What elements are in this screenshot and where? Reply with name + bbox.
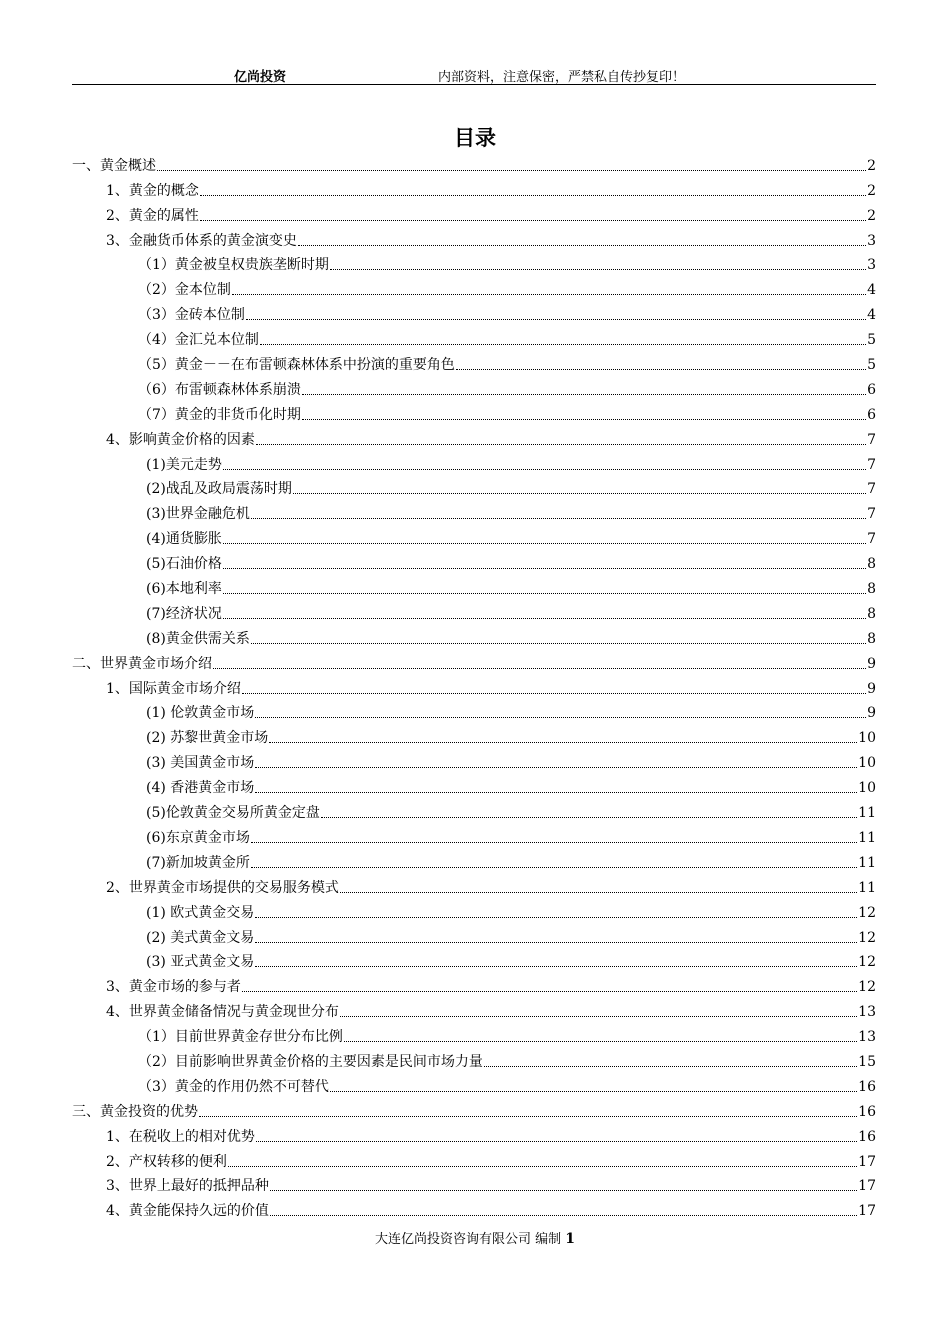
toc-entry-title: (6)本地利率 xyxy=(146,581,222,598)
toc-leader-dots xyxy=(456,368,866,370)
toc-entry-page: 10 xyxy=(858,780,876,797)
toc-entry[interactable] xyxy=(72,299,876,324)
toc-entry-page: 8 xyxy=(867,630,876,647)
toc-entry-page: 7 xyxy=(867,481,876,498)
toc-entry-title: 1、黄金的概念 xyxy=(106,182,199,199)
toc-leader-dots xyxy=(223,617,866,619)
toc-entry[interactable] xyxy=(72,698,876,723)
toc-entry-title: （3）黄金的作用仍然不可替代 xyxy=(138,1078,329,1095)
page-footer xyxy=(0,1228,950,1247)
toc-leader-dots xyxy=(260,343,866,345)
toc-leader-dots xyxy=(246,318,866,320)
table-of-contents xyxy=(72,150,876,1220)
toc-entry[interactable] xyxy=(72,847,876,872)
toc-leader-dots xyxy=(330,1090,857,1092)
toc-leader-dots xyxy=(242,692,866,694)
toc-entry-title: 4、影响黄金价格的因素 xyxy=(106,431,255,448)
toc-entry[interactable] xyxy=(72,225,876,250)
toc-entry-title: （1）黄金被皇权贵族垄断时期 xyxy=(138,257,329,274)
toc-entry[interactable] xyxy=(72,1021,876,1046)
toc-leader-dots xyxy=(344,1040,857,1042)
toc-leader-dots xyxy=(255,716,866,718)
footer-text: 大连亿尚投资咨询有限公司 编制 xyxy=(375,1232,562,1247)
toc-entry-page: 12 xyxy=(858,979,876,996)
toc-leader-dots xyxy=(223,567,866,569)
toc-entry-page: 4 xyxy=(867,282,876,299)
toc-leader-dots xyxy=(255,916,857,918)
toc-entry-page: 9 xyxy=(867,680,876,697)
toc-entry-page: 7 xyxy=(867,506,876,523)
footer-page-number: 1 xyxy=(565,1231,575,1247)
toc-entry[interactable] xyxy=(72,1146,876,1171)
toc-entry-page: 12 xyxy=(858,954,876,971)
header-notice: 内部资料，注意保密，严禁私自传抄复印！ xyxy=(438,70,686,85)
toc-entry-page: 3 xyxy=(867,232,876,249)
toc-entry[interactable] xyxy=(72,324,876,349)
toc-entry-page: 11 xyxy=(858,879,876,896)
toc-entry-page: 11 xyxy=(858,829,876,846)
toc-entry[interactable] xyxy=(72,1046,876,1071)
toc-entry-title: 4、黄金能保持久远的价值 xyxy=(106,1203,269,1220)
toc-leader-dots xyxy=(321,816,857,818)
toc-entry-page: 10 xyxy=(858,730,876,747)
toc-entry-title: 1、在税收上的相对优势 xyxy=(106,1128,255,1145)
toc-entry[interactable] xyxy=(72,996,876,1021)
header-company: 亿尚投资 xyxy=(234,70,287,85)
toc-entry-title: (7)新加坡黄金所 xyxy=(146,854,250,871)
toc-entry-title: (1)美元走势 xyxy=(146,456,222,473)
toc-entry[interactable] xyxy=(72,150,876,175)
toc-entry[interactable] xyxy=(72,922,876,947)
toc-entry-page: 7 xyxy=(867,431,876,448)
toc-leader-dots xyxy=(270,1189,857,1191)
toc-entry-page: 9 xyxy=(867,705,876,722)
toc-leader-dots xyxy=(484,1065,857,1067)
toc-leader-dots xyxy=(340,891,857,893)
toc-entry-title: (1) 伦敦黄金市场 xyxy=(146,705,255,722)
toc-entry-page: 8 xyxy=(867,605,876,622)
toc-entry-title: （4）金汇兑本位制 xyxy=(138,332,259,349)
page-title: 目录 xyxy=(454,126,496,150)
toc-entry-page: 17 xyxy=(858,1203,876,1220)
toc-entry-page: 8 xyxy=(867,556,876,573)
toc-leader-dots xyxy=(293,492,866,494)
toc-entry-title: 3、黄金市场的参与者 xyxy=(106,979,241,996)
toc-entry[interactable] xyxy=(72,1071,876,1096)
toc-entry-title: (2)战乱及政局震荡时期 xyxy=(146,481,292,498)
toc-entry-title: (7)经济状况 xyxy=(146,605,222,622)
toc-entry-page: 12 xyxy=(858,929,876,946)
toc-entry[interactable] xyxy=(72,673,876,698)
toc-entry-page: 2 xyxy=(867,157,876,174)
toc-entry[interactable] xyxy=(72,598,876,623)
toc-entry-title: 一、黄金概述 xyxy=(72,157,156,174)
toc-entry-page: 12 xyxy=(858,904,876,921)
toc-entry-title: (4) 香港黄金市场 xyxy=(146,780,255,797)
toc-entry-page: 7 xyxy=(867,531,876,548)
toc-entry-title: 3、金融货币体系的黄金演变史 xyxy=(106,232,297,249)
toc-entry-page: 10 xyxy=(858,755,876,772)
toc-entry-page: 6 xyxy=(867,406,876,423)
toc-entry-page: 5 xyxy=(867,357,876,374)
toc-entry-page: 16 xyxy=(858,1078,876,1095)
toc-entry-title: (1) 欧式黄金交易 xyxy=(146,904,255,921)
toc-leader-dots xyxy=(270,1214,857,1216)
toc-entry-page: 7 xyxy=(867,456,876,473)
toc-leader-dots xyxy=(255,941,857,943)
toc-entry-title: 3、世界上最好的抵押品种 xyxy=(106,1178,269,1195)
toc-entry-title: （2）金本位制 xyxy=(138,282,231,299)
toc-entry[interactable] xyxy=(72,872,876,897)
toc-entry[interactable] xyxy=(72,374,876,399)
toc-leader-dots xyxy=(330,268,866,270)
toc-entry-page: 17 xyxy=(858,1178,876,1195)
toc-entry[interactable] xyxy=(72,822,876,847)
toc-leader-dots xyxy=(199,1115,857,1117)
toc-entry-page: 4 xyxy=(867,307,876,324)
toc-entry-page: 16 xyxy=(858,1128,876,1145)
toc-leader-dots xyxy=(255,965,857,967)
toc-entry-title: (5)石油价格 xyxy=(146,556,222,573)
toc-entry[interactable] xyxy=(72,1195,876,1220)
toc-leader-dots xyxy=(340,1015,857,1017)
toc-leader-dots xyxy=(302,393,866,395)
toc-entry[interactable] xyxy=(72,772,876,797)
toc-entry[interactable] xyxy=(72,523,876,548)
toc-leader-dots xyxy=(242,990,857,992)
toc-entry-title: （3）金砖本位制 xyxy=(138,307,245,324)
toc-entry[interactable] xyxy=(72,747,876,772)
toc-entry[interactable] xyxy=(72,474,876,499)
toc-entry[interactable] xyxy=(72,971,876,996)
toc-entry[interactable] xyxy=(72,648,876,673)
toc-entry[interactable] xyxy=(72,1121,876,1146)
toc-leader-dots xyxy=(298,244,866,246)
toc-entry-page: 13 xyxy=(858,1004,876,1021)
toc-leader-dots xyxy=(251,866,857,868)
toc-entry-title: (4)通货膨胀 xyxy=(146,531,222,548)
toc-entry[interactable] xyxy=(72,1171,876,1196)
toc-entry[interactable] xyxy=(72,498,876,523)
toc-entry-title: （5）黄金－－在布雷顿森林体系中扮演的重要角色 xyxy=(138,357,455,374)
toc-entry-title: 2、世界黄金市场提供的交易服务模式 xyxy=(106,879,339,896)
toc-entry[interactable] xyxy=(72,897,876,922)
toc-leader-dots xyxy=(255,766,857,768)
toc-entry-page: 2 xyxy=(867,182,876,199)
toc-entry[interactable] xyxy=(72,722,876,747)
toc-entry[interactable] xyxy=(72,797,876,822)
toc-entry-page: 17 xyxy=(858,1153,876,1170)
toc-entry-page: 8 xyxy=(867,581,876,598)
toc-leader-dots xyxy=(223,592,866,594)
toc-entry-page: 11 xyxy=(858,854,876,871)
toc-entry[interactable] xyxy=(72,449,876,474)
toc-entry-page: 11 xyxy=(858,805,876,822)
toc-leader-dots xyxy=(223,542,866,544)
toc-entry-title: (2) 美式黄金文易 xyxy=(146,929,255,946)
toc-entry[interactable] xyxy=(72,424,876,449)
toc-entry-page: 5 xyxy=(867,332,876,349)
toc-entry-title: （6）布雷顿森林体系崩溃 xyxy=(138,381,301,398)
toc-entry-title: 二、世界黄金市场介绍 xyxy=(72,655,212,672)
toc-entry[interactable] xyxy=(72,175,876,200)
toc-entry-title: (3)世界金融危机 xyxy=(146,506,250,523)
toc-leader-dots xyxy=(302,418,866,420)
toc-entry[interactable] xyxy=(72,250,876,275)
toc-entry-page: 15 xyxy=(858,1053,876,1070)
toc-entry[interactable] xyxy=(72,399,876,424)
toc-entry-title: 三、黄金投资的优势 xyxy=(72,1103,198,1120)
toc-entry-title: (5)伦敦黄金交易所黄金定盘 xyxy=(146,805,320,822)
toc-entry-title: 4、世界黄金储备情况与黄金现世分布 xyxy=(106,1004,339,1021)
toc-entry[interactable] xyxy=(72,573,876,598)
toc-entry-page: 6 xyxy=(867,381,876,398)
toc-entry-title: 2、产权转移的便利 xyxy=(106,1153,227,1170)
toc-leader-dots xyxy=(255,791,857,793)
toc-entry[interactable] xyxy=(72,623,876,648)
toc-leader-dots xyxy=(157,169,866,171)
toc-entry-title: （7）黄金的非货币化时期 xyxy=(138,406,301,423)
toc-entry-page: 2 xyxy=(867,207,876,224)
toc-leader-dots xyxy=(200,194,866,196)
toc-leader-dots xyxy=(200,219,866,221)
toc-leader-dots xyxy=(269,741,857,743)
toc-entry[interactable] xyxy=(72,1096,876,1121)
toc-entry-page: 13 xyxy=(858,1029,876,1046)
page-header xyxy=(72,64,876,85)
toc-entry-title: (6)东京黄金市场 xyxy=(146,829,250,846)
toc-leader-dots xyxy=(251,642,866,644)
toc-leader-dots xyxy=(213,667,866,669)
toc-leader-dots xyxy=(251,517,866,519)
toc-entry-title: （1）目前世界黄金存世分布比例 xyxy=(138,1029,343,1046)
toc-entry-page: 9 xyxy=(867,655,876,672)
toc-entry[interactable] xyxy=(72,349,876,374)
toc-entry-title: 2、黄金的属性 xyxy=(106,207,199,224)
toc-leader-dots xyxy=(256,443,866,445)
toc-leader-dots xyxy=(228,1165,857,1167)
toc-leader-dots xyxy=(232,293,866,295)
toc-entry-title: (3) 美国黄金市场 xyxy=(146,755,255,772)
toc-entry-page: 3 xyxy=(867,257,876,274)
toc-entry-title: （2）目前影响世界黄金价格的主要因素是民间市场力量 xyxy=(138,1053,483,1070)
toc-entry[interactable] xyxy=(72,200,876,225)
toc-entry-title: (8)黄金供需关系 xyxy=(146,630,250,647)
toc-entry-page: 16 xyxy=(858,1103,876,1120)
toc-entry[interactable] xyxy=(72,947,876,972)
toc-leader-dots xyxy=(251,841,857,843)
toc-entry[interactable] xyxy=(72,548,876,573)
toc-leader-dots xyxy=(223,468,866,470)
toc-entry-title: (2) 苏黎世黄金市场 xyxy=(146,730,269,747)
toc-entry-title: (3) 亚式黄金文易 xyxy=(146,954,255,971)
toc-entry-title: 1、国际黄金市场介绍 xyxy=(106,680,241,697)
toc-leader-dots xyxy=(256,1140,857,1142)
toc-entry[interactable] xyxy=(72,274,876,299)
